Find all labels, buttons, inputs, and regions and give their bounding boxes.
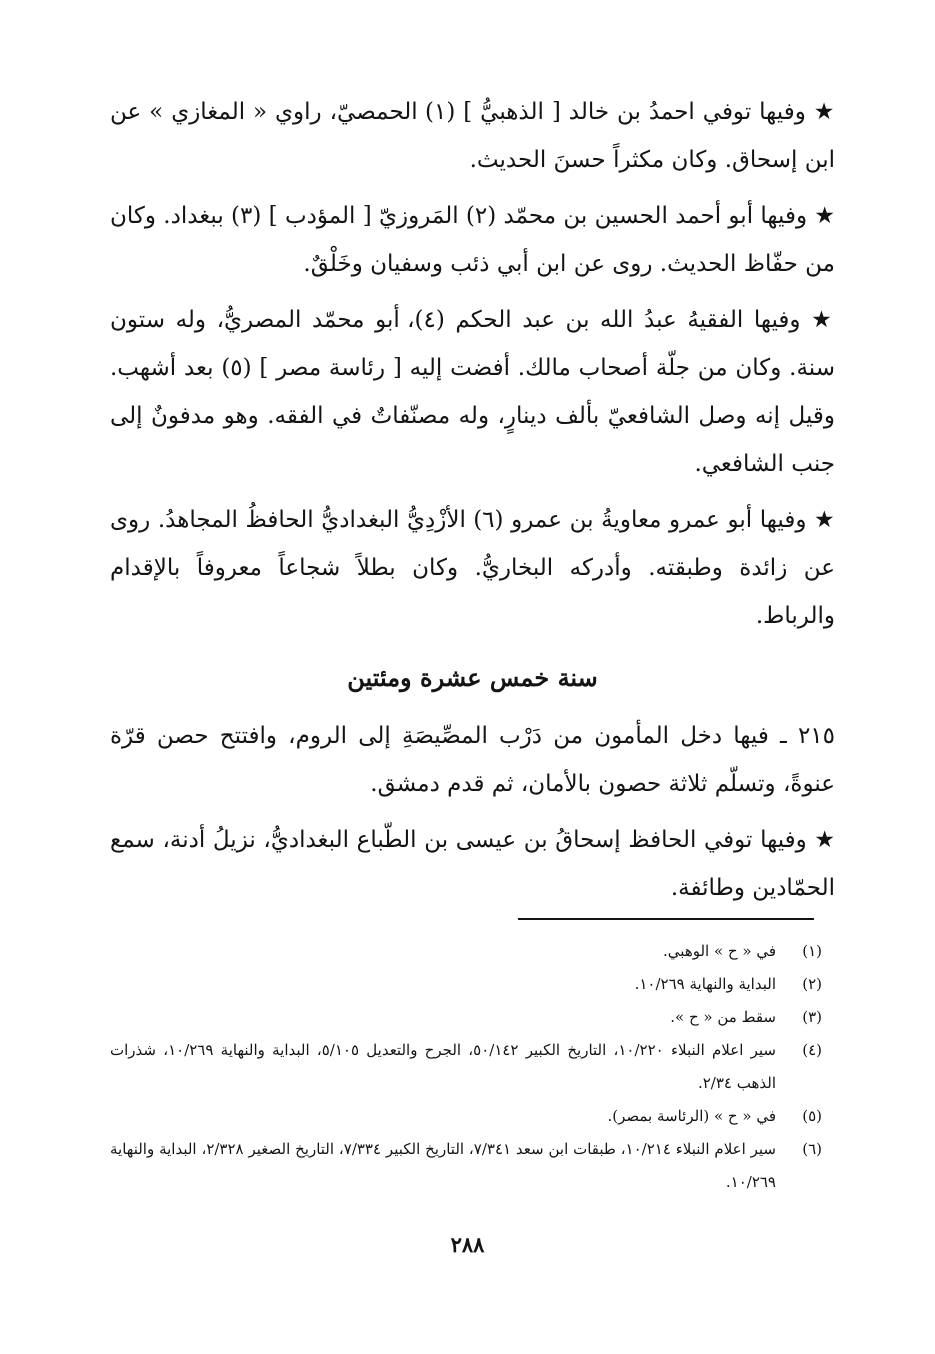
page-number: ٢٨٨ <box>450 1232 485 1257</box>
footnote-text: سير اعلام النبلاء ١٠/٢١٤، طبقات ابن سعد ٧/٣٤١، التاريخ الكبير ٧/٣٣٤، التاريخ الصغير ٢/٣٢٨، البداية والنهاية ١٠/٢٦٩. <box>110 1140 777 1191</box>
section-heading: سنة خمس عشرة ومئتين <box>347 663 598 692</box>
paragraph: ★ وفيها أبو عمرو معاويةُ بن عمرو (٦) الأزْدِيُّ البغداديُّ الحافظُ المجاهدُ. روى عن زائدة وطبقته. وأدركه البخاريُّ. وكان بطلاً شجاعاً معروفاً بالإقدام والرباط. <box>110 507 835 629</box>
main-text <box>110 88 835 920</box>
footnote <box>110 968 822 1001</box>
paragraph: ★ وفيها الفقيهُ عبدُ الله بن عبد الحكم (٤)، أبو محمّد المصريُّ، وله ستون سنة. وكان من جلّة أصحاب مالك. أفضت إليه [ رئاسة مصر ] (٥) بعد أشهب. وقيل إنه وصل الشافعيّ بألف دينارٍ، وله مصنّفاتٌ في الفقه. وهو مدفونٌ إلى جنب الشافعي. <box>110 307 835 477</box>
paragraph: ★ وفيها توفي احمدُ بن خالد [ الذهبيُّ ] (١) الحمصيّ، راوي « المغازي » عن ابن إسحاق. وكان مكثراً حسنَ الحديث. <box>110 99 836 173</box>
footnote-text: في « ح » (الرئاسة بمصر). <box>607 1107 776 1125</box>
footnote <box>110 1034 822 1100</box>
footnote <box>110 1133 822 1199</box>
footnote-divider <box>518 918 814 920</box>
footnote-number: (٣) <box>802 1008 822 1026</box>
footnote-text: سير اعلام النبلاء ١٠/٢٢٠، التاريخ الكبير ٥٠/١٤٢، الجرح والتعديل ٥/١٠٥، البداية والنهاية ١٠/٢٦٩، شذرات الذهب ٢/٣٤. <box>110 1041 776 1092</box>
paragraph: ★ وفيها أبو أحمد الحسين بن محمّد (٢) المَروزيّ [ المؤدب ] (٣) ببغداد. وكان من حفّاظ الحديث. روى عن ابن أبي ذئب وسفيان وخَلْقٌ. <box>110 203 835 277</box>
footnote-number: (٥) <box>802 1107 822 1125</box>
footnote <box>110 1001 822 1034</box>
footnote-number: (٦) <box>802 1140 822 1158</box>
footnote <box>110 935 822 968</box>
footnote-number: (٤) <box>802 1041 822 1059</box>
footnote-text: سقط من « ح ». <box>670 1008 776 1026</box>
footnote-number: (٢) <box>802 975 822 993</box>
footnotes <box>110 935 822 1199</box>
footnote-number: (١) <box>802 942 822 960</box>
footnote-text: في « ح » الوهبي. <box>663 942 776 960</box>
paragraph: ★ وفيها توفي الحافظ إسحاقُ بن عيسى بن الطّباع البغداديُّ، نزيلُ أدنة، سمع الحمّادين وطائفة. <box>110 827 835 901</box>
footnote-text: البداية والنهاية ١٠/٢٦٩. <box>634 975 776 993</box>
paragraph: ٢١٥ ـ فيها دخل المأمون من دَرْب المصِّيصَةِ إلى الروم، وافتتح حصن قرّة عنوةً، وتسلّم ثلاثة حصون بالأمان، ثم قدم دمشق. <box>110 723 835 797</box>
footnote <box>110 1100 822 1133</box>
